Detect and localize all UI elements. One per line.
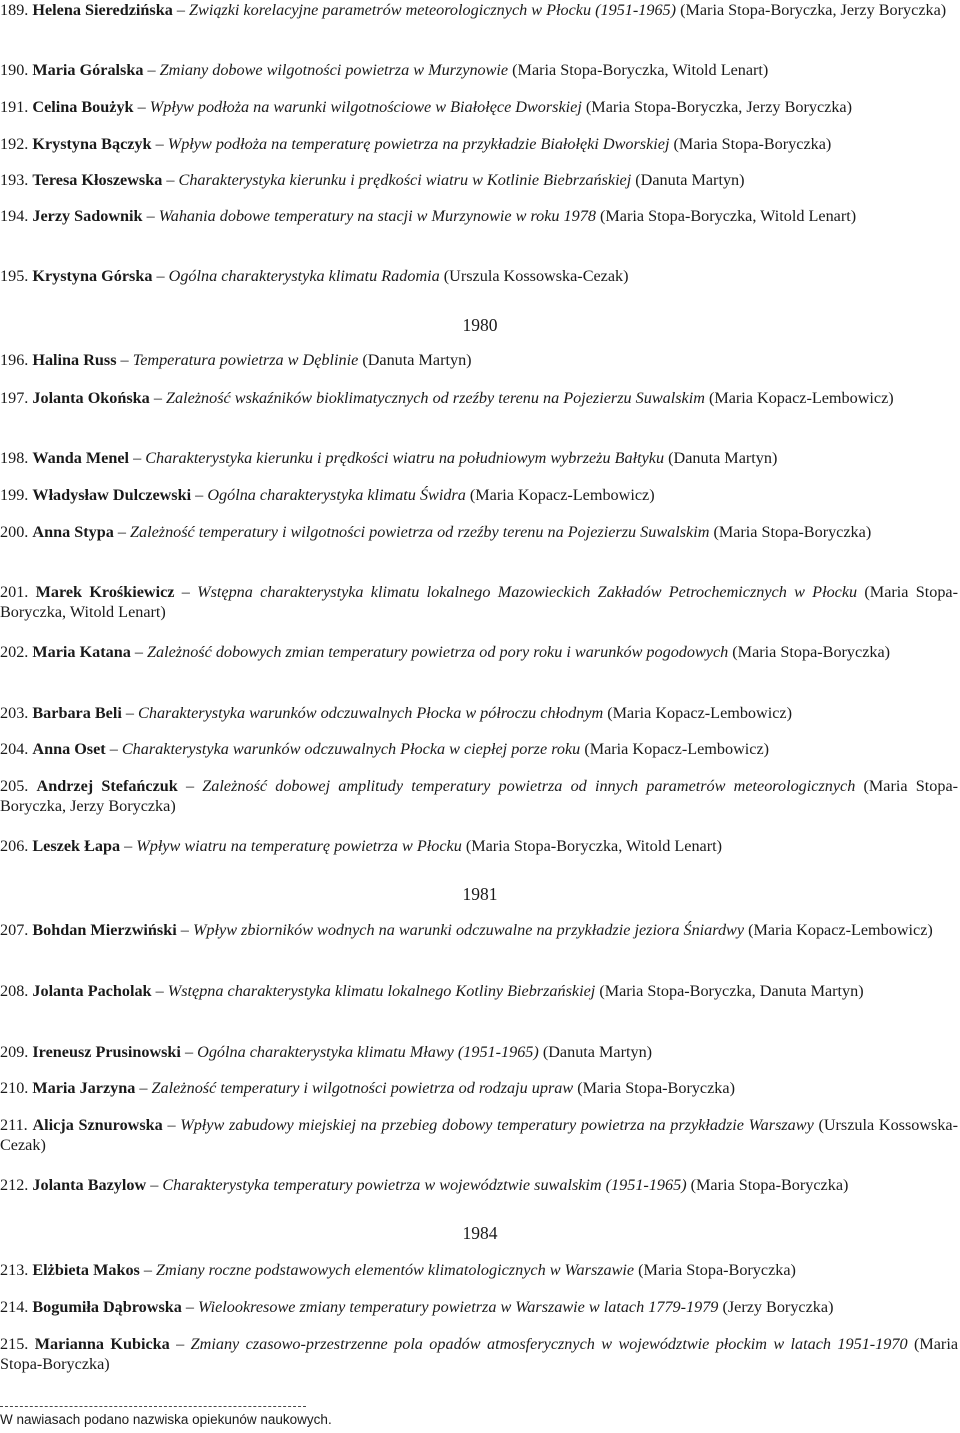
entry-author: Anna Oset	[32, 740, 106, 758]
entry-supervisors: (Maria Stopa-Boryczka, Danuta Martyn)	[599, 982, 864, 1000]
entry-number: 207.	[0, 921, 29, 939]
list-item: 199. Władysław Dulczewski – Ogólna charakterystyka klimatu Świdra (Maria Kopacz-Lembowicz)	[0, 486, 655, 504]
entry-supervisors: (Urszula Kossowska-Cezak)	[443, 267, 629, 285]
entry-author: Wanda Menel	[32, 449, 130, 467]
entry-author: Maria Jarzyna	[32, 1079, 136, 1097]
entry-number: 193.	[0, 171, 29, 189]
list-item: 195. Krystyna Górska – Ogólna charakterystyka klimatu Radomia (Urszula Kossowska-Cezak)	[0, 267, 629, 285]
entry-number: 198.	[0, 449, 29, 467]
entry-author: Bogumiła Dąbrowska	[32, 1298, 182, 1316]
entry-title: Zmiany dobowe wilgotności powietrza w Murzynowie	[159, 61, 509, 79]
entry-title: Charakterystyka temperatury powietrza w województwie suwalskim (1951-1965)	[162, 1176, 687, 1194]
entry-supervisors: (Maria Stopa-Boryczka)	[673, 135, 832, 153]
entry-number: 208.	[0, 982, 29, 1000]
entry-author: Władysław Dulczewski	[32, 486, 192, 504]
entry-number: 191.	[0, 98, 29, 116]
entry-supervisors: (Danuta Martyn)	[362, 351, 472, 369]
entry-title: Charakterystyka kierunku i prędkości wiatru na południowym wybrzeżu Bałtyku	[145, 449, 665, 467]
list-item: 207. Bohdan Mierzwiński – Wpływ zbiorników wodnych na warunki odczuwalne na przykładzie jeziora Śniardwy (Maria Kopacz-Lembowicz)	[0, 921, 933, 939]
year-heading-1984: 1984	[462, 1223, 498, 1243]
entry-supervisors: (Maria Stopa-Boryczka)	[638, 1261, 796, 1279]
entry-supervisors: (Maria Stopa-Boryczka, Jerzy Boryczka)	[0, 777, 959, 815]
entry-supervisors: (Urszula Kossowska-Cezak)	[0, 1116, 959, 1154]
entry-supervisors: (Maria Stopa-Boryczka, Witold Lenart)	[599, 207, 857, 225]
entry-supervisors: (Maria Kopacz-Lembowicz)	[708, 389, 894, 407]
entry-number: 196.	[0, 351, 29, 369]
entry-number: 205.	[0, 777, 29, 795]
entry-supervisors: (Maria Kopacz-Lembowicz)	[584, 740, 770, 758]
entry-supervisors: (Danuta Martyn)	[635, 171, 745, 189]
entry-author: Elżbieta Makos	[32, 1261, 140, 1279]
entry-supervisors: (Maria Kopacz-Lembowicz)	[748, 921, 933, 939]
list-item: 197. Jolanta Okońska – Zależność wskaźników bioklimatycznych od rzeźby terenu na Pojezierzu Suwalskim (Maria Kopacz-Lembowicz)	[0, 389, 894, 407]
entry-title: Zależność dobowych zmian temperatury powietrza od pory roku i warunków pogodowych	[147, 643, 729, 661]
year-heading-1980: 1980	[462, 315, 498, 335]
entry-number: 194.	[0, 207, 29, 225]
list-item: 212. Jolanta Bazylow – Charakterystyka temperatury powietrza w województwie suwalskim (1951-1965) (Maria Stopa-Boryczka)	[0, 1176, 849, 1194]
list-item: 201. Marek Krośkiewicz – Wstępna charakterystyka klimatu lokalnego Mazowieckich Zakładów Petrochemicznych w Płocku (Maria Stopa-Boryczka, Witold Lenart)	[0, 583, 958, 621]
entry-title: Wpływ wiatru na temperaturę powietrza w Płocku	[136, 837, 462, 855]
entry-supervisors: (Maria Stopa-Boryczka, Jerzy Boryczka)	[585, 98, 852, 116]
entry-supervisors: (Maria Stopa-Boryczka)	[577, 1079, 735, 1097]
entry-title: Charakterystyka warunków odczuwalnych Płocka w półroczu chłodnym	[138, 704, 604, 722]
entry-number: 214.	[0, 1298, 29, 1316]
entry-number: 206.	[0, 837, 29, 855]
list-item: 202. Maria Katana – Zależność dobowych zmian temperatury powietrza od pory roku i warunków pogodowych (Maria Stopa-Boryczka)	[0, 643, 891, 661]
list-item: 214. Bogumiła Dąbrowska – Wielookresowe zmiany temperatury powietrza w Warszawie w latach 1779-1979 (Jerzy Boryczka)	[0, 1298, 834, 1316]
entry-title: Wpływ podłoża na temperaturę powietrza na przykładzie Białołęki Dworskiej	[167, 135, 670, 153]
entry-author: Jerzy Sadownik	[32, 207, 143, 225]
entry-supervisors: (Maria Kopacz-Lembowicz)	[607, 704, 792, 722]
entry-title: Ogólna charakterystyka klimatu Mławy (1951-1965)	[197, 1043, 539, 1061]
list-item: 208. Jolanta Pacholak – Wstępna charakterystyka klimatu lokalnego Kotliny Biebrzańskiej (Maria Stopa-Boryczka, Danuta Martyn)	[0, 982, 864, 1000]
list-item: 189. Helena Sieredzińska – Związki korelacyjne parametrów meteorologicznych w Płocku (1951-1965) (Maria Stopa-Boryczka, Jerzy Boryczka)	[0, 1, 947, 19]
list-item: 193. Teresa Kłoszewska – Charakterystyka kierunku i prędkości wiatru w Kotlinie Biebrzańskiej (Danuta Martyn)	[0, 171, 745, 189]
entry-author: Jolanta Pacholak	[32, 982, 152, 1000]
list-item: 209. Ireneusz Prusinowski – Ogólna charakterystyka klimatu Mławy (1951-1965) (Danuta Martyn)	[0, 1043, 653, 1061]
list-item: 204. Anna Oset – Charakterystyka warunków odczuwalnych Płocka w ciepłej porze roku (Maria Kopacz-Lembowicz)	[0, 740, 770, 758]
entry-supervisors: (Maria Stopa-Boryczka, Witold Lenart)	[512, 61, 769, 79]
entry-author: Alicja Sznurowska	[32, 1116, 163, 1134]
entry-number: 209.	[0, 1043, 29, 1061]
entry-author: Leszek Łapa	[32, 837, 121, 855]
entry-author: Anna Stypa	[32, 523, 114, 541]
entry-author: Krystyna Górska	[32, 267, 153, 285]
entry-author: Marianna Kubicka	[34, 1335, 170, 1353]
entry-number: 210.	[0, 1079, 29, 1097]
entry-author: Maria Góralska	[32, 61, 144, 79]
entry-number: 202.	[0, 643, 29, 661]
entry-title: Związki korelacyjne parametrów meteorologicznych w Płocku (1951-1965)	[189, 1, 677, 19]
entry-number: 203.	[0, 704, 29, 722]
list-item: 210. Maria Jarzyna – Zależność temperatury i wilgotności powietrza od rodzaju upraw (Maria Stopa-Boryczka)	[0, 1079, 735, 1097]
entry-number: 204.	[0, 740, 29, 758]
list-item: 211. Alicja Sznurowska – Wpływ zabudowy miejskiej na przebieg dobowy temperatury powietrza na przykładzie Warszawy (Urszula Kossowska-Cezak)	[0, 1116, 959, 1154]
entry-title: Wahania dobowe temperatury na stacji w Murzynowie w roku 1978	[158, 207, 596, 225]
entry-number: 213.	[0, 1261, 29, 1279]
entry-author: Barbara Beli	[32, 704, 122, 722]
entry-author: Celina Boużyk	[32, 98, 134, 116]
entry-number: 197.	[0, 389, 29, 407]
entry-author: Helena Sieredzińska	[32, 1, 173, 19]
entry-supervisors: (Maria Stopa-Boryczka, Witold Lenart)	[465, 837, 723, 855]
entry-title: Wpływ podłoża na warunki wilgotnościowe w Białołęce Dworskiej	[149, 98, 582, 116]
entry-title: Ogólna charakterystyka klimatu Świdra	[207, 486, 466, 504]
year-heading-1981: 1981	[462, 884, 498, 904]
list-item: 203. Barbara Beli – Charakterystyka warunków odczuwalnych Płocka w półroczu chłodnym (Maria Kopacz-Lembowicz)	[0, 704, 792, 722]
list-item: 200. Anna Stypa – Zależność temperatury i wilgotności powietrza od rzeźby terenu na Pojezierzu Suwalskim (Maria Stopa-Boryczka)	[0, 523, 872, 541]
list-item: 215. Marianna Kubicka – Zmiany czasowo-przestrzenne pola opadów atmosferycznych w województwie płockim w latach 1951-1970 (Maria Stopa-Boryczka)	[0, 1335, 959, 1373]
entry-supervisors: (Jerzy Boryczka)	[722, 1298, 834, 1316]
entry-author: Marek Krośkiewicz	[35, 583, 175, 601]
entry-author: Halina Russ	[32, 351, 117, 369]
entry-supervisors: (Danuta Martyn)	[668, 449, 778, 467]
entry-title: Zależność temperatury i wilgotności powietrza od rodzaju upraw	[151, 1079, 574, 1097]
footnote-divider	[0, 1406, 306, 1407]
entry-number: 200.	[0, 523, 29, 541]
entry-title: Wpływ zabudowy miejskiej na przebieg dobowy temperatury powietrza na przykładzie Warszawy	[180, 1116, 814, 1134]
entry-number: 192.	[0, 135, 29, 153]
entry-author: Jolanta Okońska	[32, 389, 150, 407]
list-item: 192. Krystyna Bączyk – Wpływ podłoża na temperaturę powietrza na przykładzie Białołęki Dworskiej (Maria Stopa-Boryczka)	[0, 135, 832, 153]
entry-author: Teresa Kłoszewska	[32, 171, 163, 189]
list-item: 196. Halina Russ – Temperatura powietrza w Dęblinie (Danuta Martyn)	[0, 351, 472, 369]
entry-number: 189.	[0, 1, 29, 19]
list-item: 194. Jerzy Sadownik – Wahania dobowe temperatury na stacji w Murzynowie w roku 1978 (Maria Stopa-Boryczka, Witold Lenart)	[0, 207, 857, 225]
entry-author: Ireneusz Prusinowski	[32, 1043, 181, 1061]
entry-title: Ogólna charakterystyka klimatu Radomia	[168, 267, 440, 285]
entry-title: Charakterystyka kierunku i prędkości wiatru w Kotlinie Biebrzańskiej	[178, 171, 632, 189]
entry-supervisors: (Maria Kopacz-Lembowicz)	[469, 486, 655, 504]
list-item: 198. Wanda Menel – Charakterystyka kierunku i prędkości wiatru na południowym wybrzeżu Bałtyku (Danuta Martyn)	[0, 449, 778, 467]
entry-number: 199.	[0, 486, 29, 504]
entry-author: Bohdan Mierzwiński	[32, 921, 177, 939]
entry-title: Zależność wskaźników bioklimatycznych od rzeźby terenu na Pojezierzu Suwalskim	[165, 389, 705, 407]
entry-title: Wielookresowe zmiany temperatury powietrza w Warszawie w latach 1779-1979	[198, 1298, 719, 1316]
entry-title: Wstępna charakterystyka klimatu lokalnego Kotliny Biebrzańskiej	[167, 982, 596, 1000]
entry-title: Zmiany roczne podstawowych elementów klimatologicznych w Warszawie	[156, 1261, 635, 1279]
entry-title: Zmiany czasowo-przestrzenne pola opadów atmosferycznych w województwie płockim w latach 1951-1970	[190, 1335, 908, 1353]
entry-number: 212.	[0, 1176, 29, 1194]
entry-author: Jolanta Bazylow	[32, 1176, 147, 1194]
entry-number: 215.	[0, 1335, 29, 1353]
entry-number: 190.	[0, 61, 29, 79]
list-item: 205. Andrzej Stefańczuk – Zależność dobowej amplitudy temperatury powietrza od innych parametrów meteorologicznych (Maria Stopa-Boryczka, Jerzy Boryczka)	[0, 777, 959, 815]
footnote: W nawiasach podano nazwiska opiekunów naukowych.	[0, 1412, 332, 1427]
entry-number: 195.	[0, 267, 29, 285]
entry-supervisors: (Maria Stopa-Boryczka)	[732, 643, 891, 661]
entry-supervisors: (Maria Stopa-Boryczka)	[0, 1335, 959, 1373]
entry-title: Temperatura powietrza w Dęblinie	[132, 351, 359, 369]
entry-title: Wpływ zbiorników wodnych na warunki odczuwalne na przykładzie jeziora Śniardwy	[192, 921, 745, 939]
entry-title: Wstępna charakterystyka klimatu lokalnego Mazowieckich Zakładów Petrochemicznych w Płocku	[197, 583, 858, 601]
entry-author: Krystyna Bączyk	[32, 135, 152, 153]
entry-author: Andrzej Stefańczuk	[36, 777, 178, 795]
entry-title: Zależność dobowej amplitudy temperatury powietrza od innych parametrów meteorologicznych	[202, 777, 856, 795]
entry-number: 201.	[0, 583, 29, 601]
list-item: 213. Elżbieta Makos – Zmiany roczne podstawowych elementów klimatologicznych w Warszawie (Maria Stopa-Boryczka)	[0, 1261, 796, 1279]
entry-number: 211.	[0, 1116, 28, 1134]
entry-title: Zależność temperatury i wilgotności powietrza od rzeźby terenu na Pojezierzu Suwalskim	[129, 523, 710, 541]
list-item: 190. Maria Góralska – Zmiany dobowe wilgotności powietrza w Murzynowie (Maria Stopa-Boryczka, Witold Lenart)	[0, 61, 769, 79]
list-item: 191. Celina Boużyk – Wpływ podłoża na warunki wilgotnościowe w Białołęce Dworskiej (Maria Stopa-Boryczka, Jerzy Boryczka)	[0, 98, 852, 116]
list-item: 206. Leszek Łapa – Wpływ wiatru na temperaturę powietrza w Płocku (Maria Stopa-Boryczka, Witold Lenart)	[0, 837, 723, 855]
entry-supervisors: (Maria Stopa-Boryczka, Witold Lenart)	[0, 583, 958, 621]
entry-supervisors: (Maria Stopa-Boryczka)	[690, 1176, 849, 1194]
entry-supervisors: (Maria Stopa-Boryczka)	[713, 523, 872, 541]
entry-title: Charakterystyka warunków odczuwalnych Płocka w ciepłej porze roku	[121, 740, 581, 758]
entry-supervisors: (Maria Stopa-Boryczka, Jerzy Boryczka)	[680, 1, 947, 19]
entry-supervisors: (Danuta Martyn)	[542, 1043, 653, 1061]
entry-author: Maria Katana	[32, 643, 131, 661]
